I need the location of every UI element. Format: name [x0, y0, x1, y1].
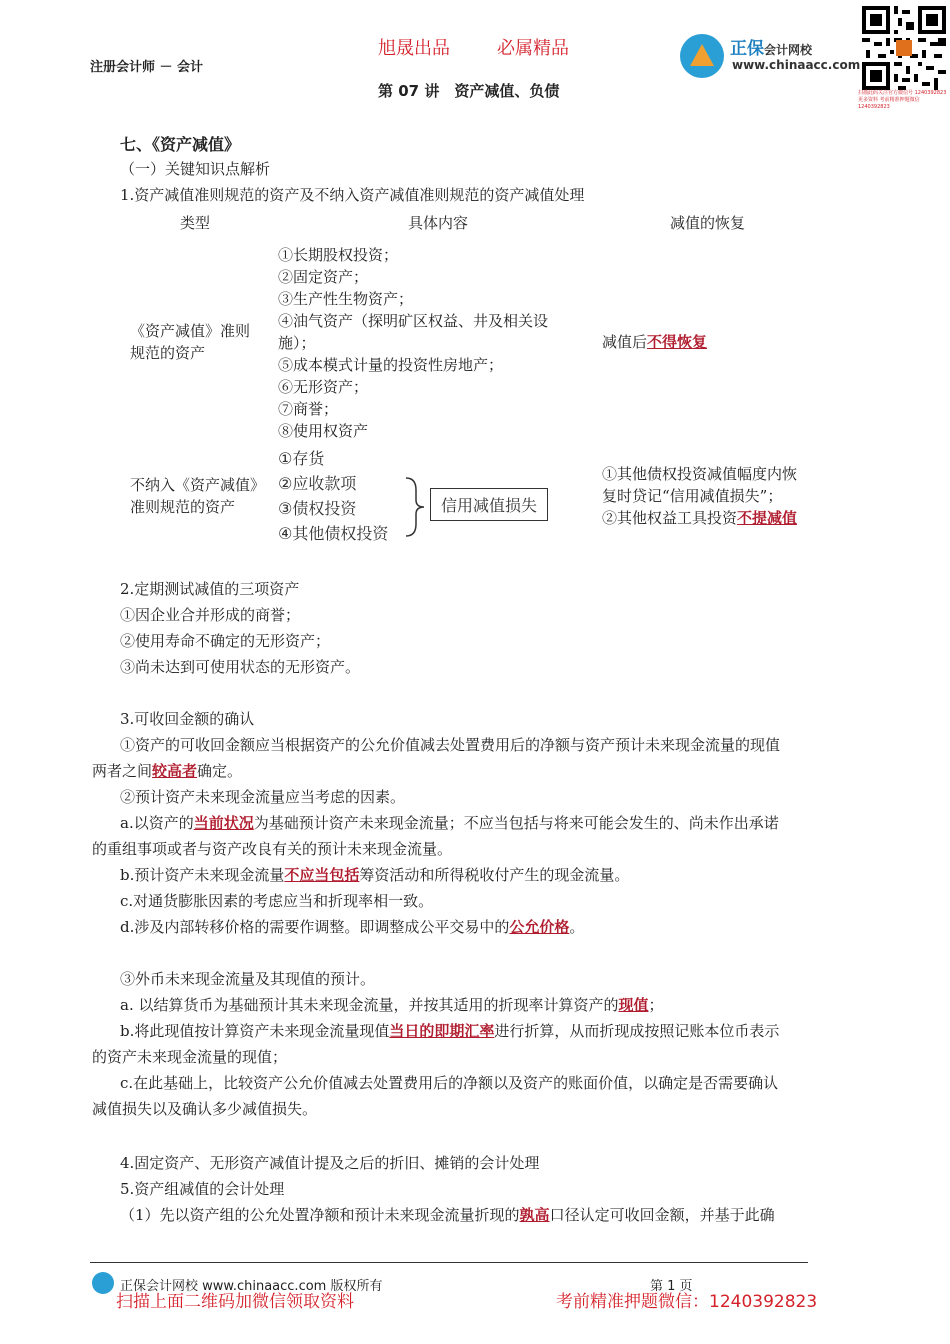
list-item: ①存货: [278, 449, 325, 468]
list-item: ③尚未达到可使用状态的无形资产。: [120, 658, 361, 676]
course-label: 注册会计师 － 会计: [90, 60, 204, 75]
list-item: ⑧使用权资产: [278, 422, 369, 440]
logo-url: www.chinaacc.com: [732, 58, 861, 72]
list-item: ⑦商誉；: [278, 400, 339, 418]
paragraph-2-title: 2.定期测试减值的三项资产: [120, 580, 300, 598]
slogan-left: 旭晟出品: [378, 38, 450, 59]
list-item: ③债权投资: [278, 499, 357, 518]
qr-code-icon: [862, 6, 946, 90]
list-item: ④油气资产（探明矿区权益、井及相关设: [278, 312, 549, 330]
list-item: ⑥无形资产；: [278, 378, 369, 396]
paragraph-4-5: 4.固定资产、无形资产减值计提及之后的折旧、摊销的会计处理 5.资产组减值的会计处理 （1）先以资产组的公允处置净额和预计未来现金流量折现的孰高口径认定可收回金额，并基于此确: [92, 1150, 862, 1228]
footer-divider: [90, 1262, 808, 1263]
logo[interactable]: [680, 30, 860, 82]
brace-icon: [402, 476, 426, 538]
list-item: ③生产性生物资产；: [278, 290, 414, 308]
lecture-title: 第 07 讲 资产减值、负债: [378, 82, 560, 100]
list-item: ②应收款项: [278, 474, 357, 493]
row2-type: 不纳入《资产减值》 准则规范的资产: [130, 476, 266, 516]
col-header-recover: 减值的恢复: [670, 214, 746, 232]
list-item: ②使用寿命不确定的无形资产；: [120, 632, 331, 650]
list-item: 施）；: [278, 334, 316, 352]
paragraph-5-title: 5.资产组减值的会计处理: [120, 1180, 285, 1198]
slogan-right: 必属精品: [497, 38, 569, 59]
promo-right: 考前精准押题微信：1240392823: [556, 1292, 818, 1312]
footer-logo-icon: [92, 1272, 114, 1294]
row2-recover: ①其他债权投资减值幅度内恢 复时贷记“信用减值损失”； ②其他权益工具投资不提减值: [602, 465, 798, 527]
col-header-type: 类型: [180, 214, 211, 232]
row2-items: [278, 446, 388, 546]
promo-left: 扫描上面二维码加微信领取资料: [116, 1292, 354, 1312]
paragraph-1-title: 1.资产减值准则规范的资产及不纳入资产减值准则规范的资产减值处理: [120, 186, 585, 204]
list-item: ②固定资产；: [278, 268, 369, 286]
row1-recover: 减值后不得恢复: [602, 333, 708, 351]
list-item: ①长期股权投资；: [278, 246, 399, 264]
section-title: 七、《资产减值》: [120, 135, 241, 154]
logo-mark-icon: [680, 34, 724, 78]
paragraph-3-title: 3.可收回金额的确认: [120, 710, 255, 728]
row1-items: [278, 244, 548, 442]
list-item: ①因企业合并形成的商誉；: [120, 606, 301, 624]
list-item: ⑤成本模式计量的投资性房地产；: [278, 356, 504, 374]
subsection-title: （一）关键知识点解析: [120, 160, 271, 178]
row1-type: 《资产减值》准则 规范的资产: [130, 322, 251, 362]
footer-copyright: 正保会计网校 www.chinaacc.com 版权所有: [120, 1279, 383, 1294]
paragraph-3: 3.可收回金额的确认 ①资产的可收回金额应当根据资产的公允价值减去处置费用后的净额与资产预计未来现金流量的现值 两者之间较高者确定。 ②预计资产未来现金流量应当考虑的因素。 a.以资产的当前状况为基础预计资产未来现金流量；不应当包括与将来可能会发生的、尚未作出承诺 的重组事项或者与资产改良有关的预计未来现金流量。 b.预计资产未来现金流量不应当包括筹资活动和所得税收付产生的现金流量。 c.对通货膨胀因素的考虑应当和折现率相一致。 d.涉及内部转移价格的需要作调整。即调整成公平交易中的公允价格。 ③外币未来现金流量及其现值的预计。 a. 以结算货币为基础预计其未来现金流量，并按其适用的折现率计算资产的现值； b.将此现值按计算资产未来现金流量现值当日的即期汇率进行折算，从而折现成按照记账本位币表示 的资产未来现金流量的现值； c.在此基础上，比较资产公允价值减去处置费用后的净额以及资产的账面价值，以确定是否需要确认 减值损失以及确认多少减值损失。: [92, 706, 862, 1122]
list-item: ④其他债权投资: [278, 524, 389, 543]
paragraph-2: [120, 576, 360, 680]
col-header-content: 具体内容: [408, 214, 469, 232]
paragraph-4-title: 4.固定资产、无形资产减值计提及之后的折旧、摊销的会计处理: [120, 1154, 540, 1172]
logo-name: 正保会计网校: [730, 39, 813, 59]
page-number: 第 1 页: [650, 1279, 693, 1294]
qr-note: 扫描此码关注官方微信号 1240392823 更多资料 考前精准押题微信 1240392823: [858, 90, 947, 110]
credit-loss-box: 信用减值损失: [430, 488, 548, 521]
